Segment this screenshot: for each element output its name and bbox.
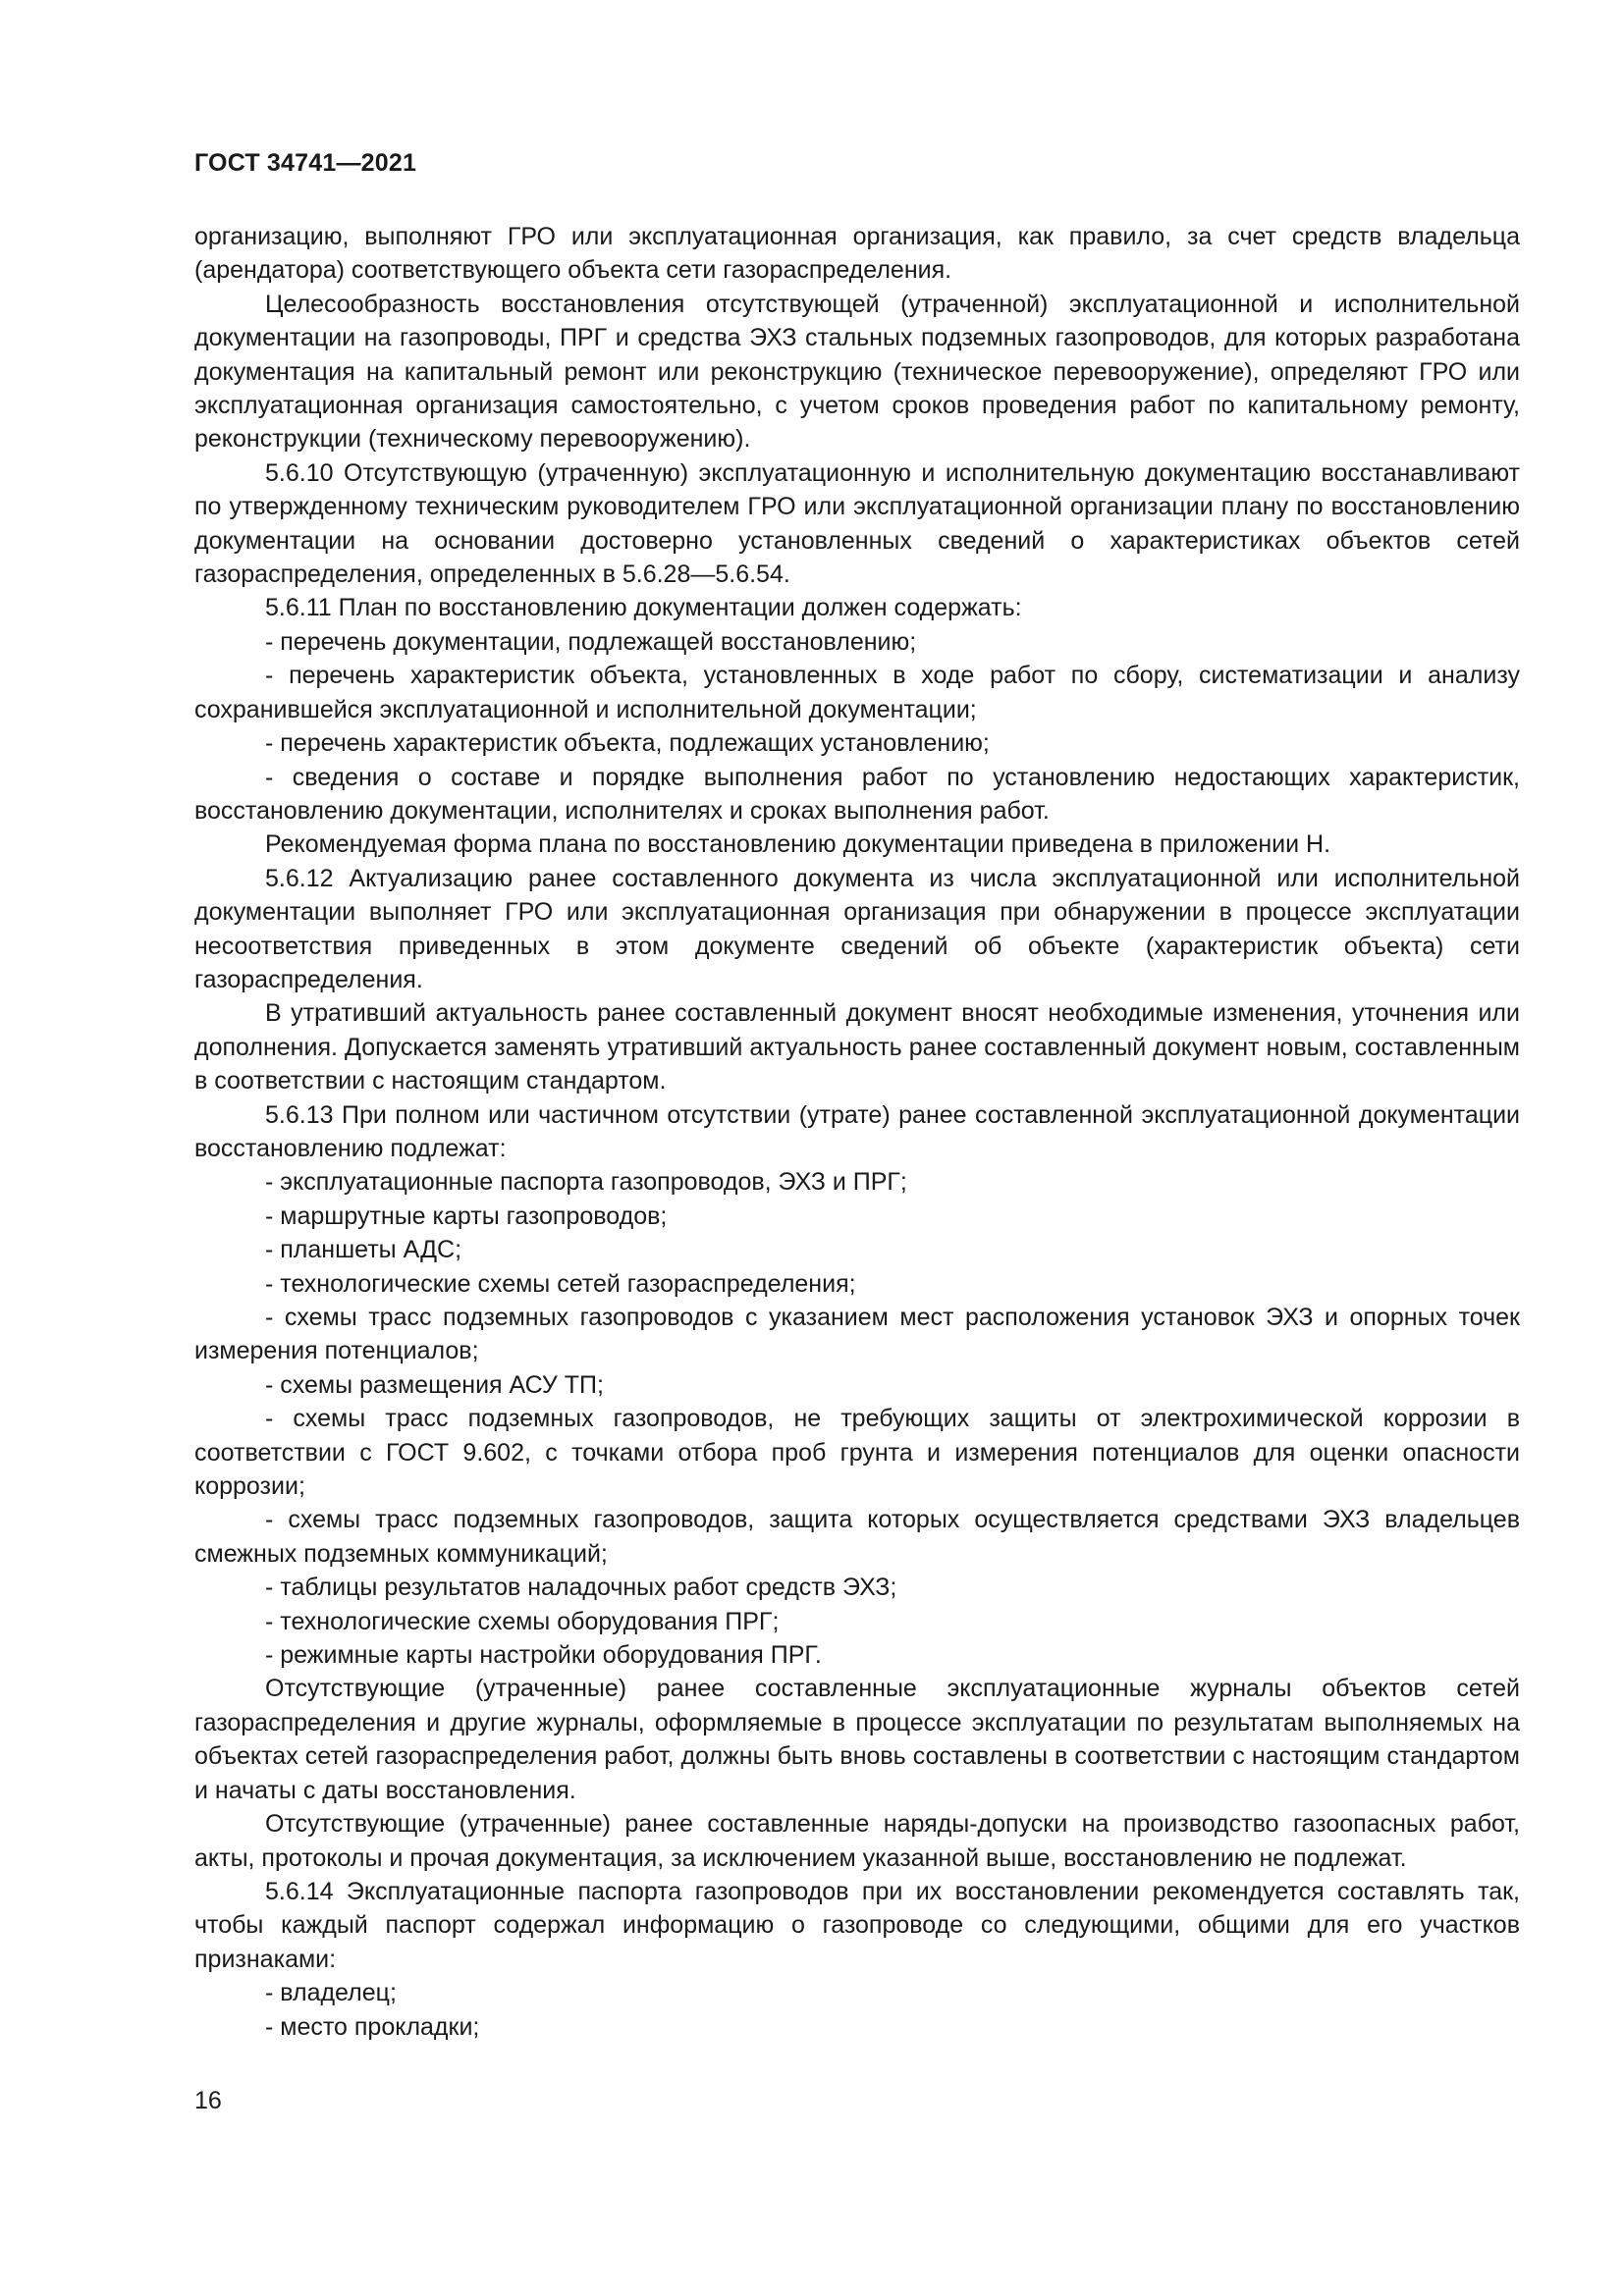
paragraph: 5.6.12 Актуализацию ранее составленного документа из числа эксплуатационной или исполнительной документации выполняет ГРО или эксплуатационная организация при обнаружении в процессе эксплуатации несоответствия приведенных в этом документе сведений об объекте (характеристик объекта) сети газораспределения. bbox=[194, 864, 1520, 993]
paragraph: организацию, выполняют ГРО или эксплуатационная организация, как правило, за счет средств владельца (арендатора) соответствующего объекта сети газораспределения. bbox=[194, 223, 1520, 285]
paragraph: Отсутствующие (утраченные) ранее составленные эксплуатационные журналы объектов сетей газораспределения и другие журналы, оформляемые в процессе эксплуатации по результатам выполняемых на объектах сетей газораспределения работ, должны быть вновь составлены в соответствии с настоящим стандартом и начаты с даты восстановления. bbox=[194, 1675, 1520, 1804]
list-item: - схемы трасс подземных газопроводов, не требующих защиты от электрохимической коррозии в соответствии с ГОСТ 9.602, с точками отбора проб грунта и измерения потенциалов для оценки опасности коррозии; bbox=[194, 1405, 1520, 1501]
list-item: - перечень характеристик объекта, установленных в ходе работ по сбору, систематизации и анализу сохранившейся эксплуатационной и исполнительной документации; bbox=[194, 662, 1520, 723]
list-item: - режимные карты настройки оборудования ПРГ. bbox=[265, 1641, 822, 1670]
list-item: - владелец; bbox=[265, 1979, 397, 2007]
list-item: - маршрутные карты газопроводов; bbox=[265, 1201, 668, 1230]
paragraph: 5.6.14 Эксплуатационные паспорта газопроводов при их восстановлении рекомендуется составлять так, чтобы каждый паспорт содержал информацию о газопроводе со следующими, общими для его участков признаками: bbox=[194, 1877, 1520, 1973]
list-item: - перечень характеристик объекта, подлежащих установлению; bbox=[265, 729, 990, 758]
list-item: - место прокладки; bbox=[265, 2012, 480, 2041]
paragraph: В утративший актуальность ранее составленный документ вносят необходимые изменения, уточнения или дополнения. Допускается заменять утративший актуальность ранее составленный документ новым, составленным в соответствии с настоящим стандартом. bbox=[194, 999, 1520, 1095]
paragraph: Отсутствующие (утраченные) ранее составленные наряды-допуски на производство газоопасных работ, акты, протоколы и прочая документация, за исключением указанной выше, восстановлению не подлежат. bbox=[194, 1810, 1520, 1872]
list-item: - схемы трасс подземных газопроводов с указанием мест расположения установок ЭХЗ и опорных точек измерения потенциалов; bbox=[194, 1304, 1520, 1365]
paragraph: 5.6.11 План по восстановлению документации должен содержать: bbox=[265, 594, 1022, 622]
list-item: - технологические схемы оборудования ПРГ; bbox=[265, 1607, 780, 1635]
list-item: - технологические схемы сетей газораспределения; bbox=[265, 1269, 856, 1298]
paragraph: 5.6.10 Отсутствующую (утраченную) эксплуатационную и исполнительную документацию восстанавливают по утвержденному техническим руководителем ГРО или эксплуатационной организации плану по восстановлению документации на основании достоверно установленных сведений о характеристиках объектов сетей газораспределения, определенных в 5.6.28—5.6.54. bbox=[194, 458, 1520, 589]
list-item: - схемы размещения АСУ ТП; bbox=[265, 1370, 604, 1399]
document-header: ГОСТ 34741—2021 bbox=[194, 149, 417, 177]
document-body bbox=[194, 220, 1520, 2044]
list-item: - таблицы результатов наладочных работ средств ЭХЗ; bbox=[265, 1574, 897, 1602]
list-item: - планшеты АДС; bbox=[265, 1236, 462, 1264]
paragraph: Целесообразность восстановления отсутствующей (утраченной) эксплуатационной и исполнительной документации на газопроводы, ПРГ и средства ЭХЗ стальных подземных газопроводов, для которых разработана документация на капитальный ремонт или реконструкцию (техническое перевооружение), определяют ГРО или эксплуатационная организация самостоятельно, с учетом сроков проведения работ по капитальному ремонту, реконструкции (техническому перевооружению). bbox=[194, 290, 1520, 454]
list-item: - схемы трасс подземных газопроводов, защита которых осуществляется средствами ЭХЗ владельцев смежных подземных коммуникаций; bbox=[194, 1506, 1520, 1568]
list-item: - перечень документации, подлежащей восстановлению; bbox=[265, 627, 917, 656]
list-item: - сведения о составе и порядке выполнения работ по установлению недостающих характеристик, восстановлению документации, исполнителях и сроках выполнения работ. bbox=[194, 763, 1520, 825]
page-number: 16 bbox=[194, 2087, 222, 2114]
paragraph: Рекомендуемая форма плана по восстановлению документации приведена в приложении Н. bbox=[265, 830, 1331, 859]
paragraph: 5.6.13 При полном или частичном отсутствии (утрате) ранее составленной эксплуатационной документации восстановлению подлежат: bbox=[194, 1100, 1520, 1162]
list-item: - эксплуатационные паспорта газопроводов, ЭХЗ и ПРГ; bbox=[265, 1168, 907, 1197]
